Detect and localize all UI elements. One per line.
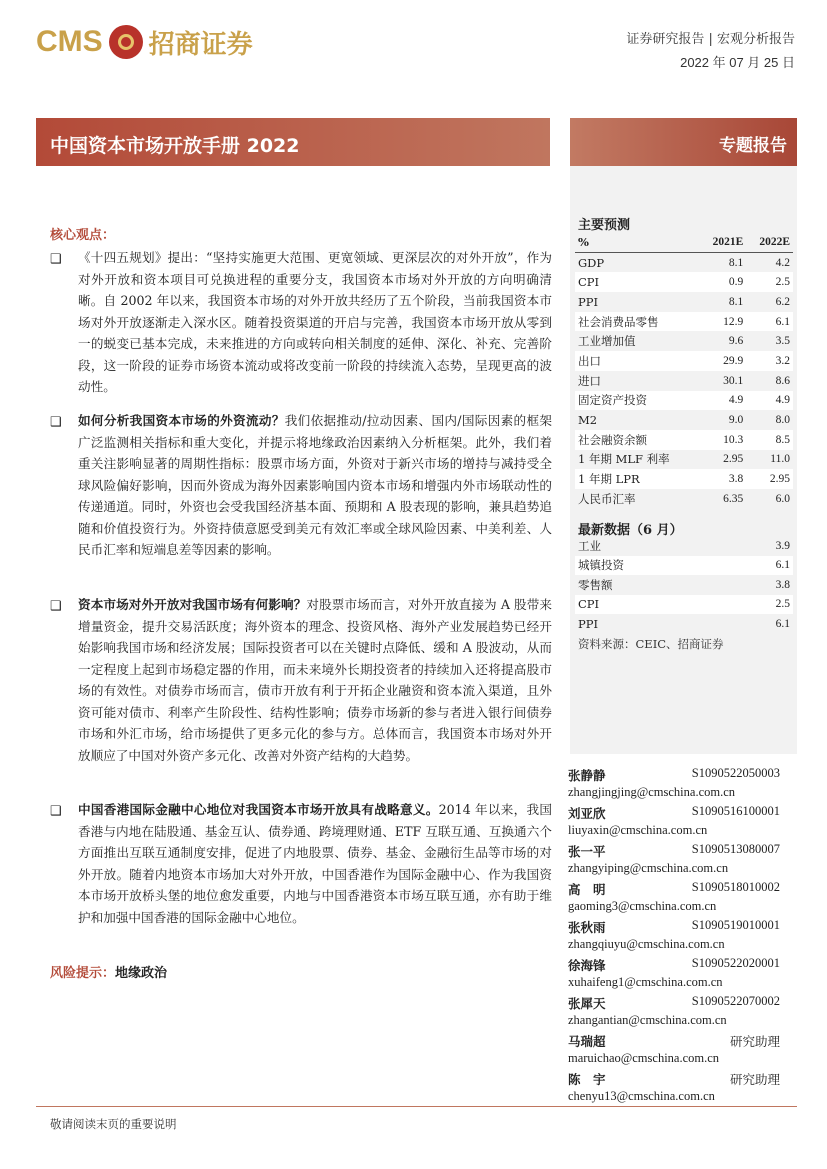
forecast-value: 8.5 [746,430,793,450]
analyst-row [568,766,780,785]
table-row [575,410,793,430]
forecast-value: 29.9 [700,351,747,371]
forecast-value: 8.1 [728,295,744,308]
special-report-bar [570,118,797,166]
analyst-email[interactable]: chenyu13@cmschina.com.cn [568,1089,715,1103]
table-row [575,450,793,470]
analyst-name: 马瑞超 [568,1034,606,1049]
analyst-id: S1090518010002 [691,880,780,894]
forecast-value: 4.9 [700,391,747,411]
forecast-value: 6.2 [775,295,790,308]
report-type: 证券研究报告 | 宏观分析报告 [626,32,795,47]
table-row [575,252,793,272]
forecast-value: 4.2 [775,256,790,269]
analyst-email[interactable]: zhangantian@cmschina.com.cn [568,1013,727,1027]
forecast-title: 主要预测 [578,218,631,233]
indicator-name: 工业增加值 [578,334,636,349]
header-cell: 2021E [700,232,747,252]
forecast-value: 3.8 [700,469,747,489]
bullet-icon: ❑ [50,599,62,614]
bullet-icon: ❑ [50,252,62,267]
forecast-value: 2.5 [746,272,793,292]
analyst-row [568,1070,780,1089]
forecast-value: 12.9 [700,312,747,332]
indicator-name: 社会消费品零售 [575,312,700,332]
indicator-name: 城镇投资 [575,556,732,576]
analyst-row [568,880,780,899]
indicator-name: PPI [578,616,599,631]
logo-mark-icon [109,25,143,59]
forecast-value: 2.95 [746,469,793,489]
table-row [575,575,793,595]
paragraph-4 [78,799,552,928]
forecast-value: 11.0 [770,453,790,466]
analyst-row [568,956,780,975]
table-row [575,272,793,292]
header-cell: % [575,232,700,252]
analyst-name: 高 明 [568,882,606,897]
table-row [575,489,793,509]
title-bar [36,118,550,166]
report-title: 中国资本市场开放手册 2022 [50,135,300,157]
latest-value: 2.5 [732,595,793,615]
indicator-name: 出口 [575,351,700,371]
analyst-row [568,918,780,937]
table-row [575,595,793,615]
bullet-icon: ❑ [50,415,62,430]
paragraph-3-heading: 资本市场对外开放对我国市场有何影响？ [78,597,307,612]
header-cell: 2022E [746,232,793,252]
risk-label: 风险提示： [50,966,116,981]
forecast-value: 9.6 [728,335,744,348]
analyst-email[interactable]: zhangjingjing@cmschina.com.cn [568,785,736,799]
forecast-value: 10.3 [700,430,747,450]
analyst-id: S1090522050003 [691,766,780,780]
risk-value: 地缘政治 [115,966,168,981]
analyst-id: S1090522070002 [691,994,780,1008]
table-row [575,469,793,489]
forecast-value: 6.0 [775,492,790,505]
analyst-name: 张犀天 [568,996,606,1011]
indicator-name: 社会融资余额 [575,430,700,450]
analyst-id: S1090513080007 [691,842,780,856]
table-row [575,292,793,312]
indicator-name: M2 [578,413,598,428]
indicator-name: GDP [578,255,605,270]
bullet-icon: ❑ [50,804,62,819]
analyst-email[interactable]: liuyaxin@cmschina.com.cn [568,823,708,837]
analyst-list [568,766,780,1108]
forecast-value: 0.9 [700,272,747,292]
latest-value: 6.1 [732,556,793,576]
analyst-id: S1090522020001 [691,956,780,970]
forecast-value: 8.1 [728,256,744,269]
forecast-value: 6.35 [723,492,744,505]
indicator-name: 零售额 [578,577,613,592]
analyst-name: 张秋雨 [568,920,606,935]
paragraph-1-text: 《十四五规划》提出：“坚持实施更大范围、更宽领域、更深层次的对外开放”，作为对外开放和资本项目可兑换进程的重要分支，我国资本市场对外开放的方向明确清晰。自 2002 年以来，我国资本市场的对外开放共经历了五个阶段，当前我国资本市场对外开放逐渐走入深水区。随着投资渠道的开启与完善，我国资本市场开放从零到一的蜕变已基本完成，未来推进的方向或转向相关制度的延伸、深化、补充、完善阶段，这一阶段的证券市场资本流动或将改变前一阶段的持续流入态势，呈现更高的波动性。 [78,250,552,394]
table-row [575,556,793,576]
forecast-value: 3.2 [746,351,793,371]
analyst-row [568,842,780,861]
special-report-label: 专题报告 [719,136,787,156]
latest-value: 6.1 [775,617,790,630]
forecast-value: 8.0 [775,414,790,427]
table-row [575,312,793,332]
indicator-name: 1 年期 MLF 利率 [578,452,670,467]
table-row [575,331,793,351]
latest-value: 3.8 [775,578,790,591]
analyst-email[interactable]: gaoming3@cmschina.com.cn [568,899,717,913]
indicator-name: 1 年期 LPR [575,469,700,489]
table-row [575,371,793,391]
analyst-name: 张静静 [568,768,606,783]
analyst-row [568,1032,780,1051]
table-header-row [575,232,793,252]
indicator-name: 工业 [578,538,601,553]
indicator-name: CPI [575,595,732,615]
analyst-name: 刘亚欣 [568,806,606,821]
paragraph-4-heading: 中国香港国际金融中心地位对我国资本市场开放具有战略意义。 [78,802,439,817]
footer-divider [36,1106,797,1107]
company-logo [36,22,253,62]
forecast-value: 30.1 [723,374,744,387]
analyst-email[interactable]: xuhaifeng1@cmschina.com.cn [568,975,723,989]
indicator-name: PPI [578,294,599,309]
latest-data-title: 最新数据（6 月） [578,523,683,538]
analyst-name: 张一平 [568,844,606,859]
paragraph-2-heading: 如何分析我国资本市场的外资流动？ [78,413,285,428]
forecast-value: 8.6 [775,374,790,387]
page-header [0,0,827,88]
table-row [575,536,793,556]
paragraph-2 [78,410,552,561]
forecast-table [575,232,793,509]
forecast-value: 2.95 [723,453,744,466]
core-views-label: 核心观点： [50,228,116,243]
indicator-name: CPI [575,272,700,292]
paragraph-3-text: 对股票市场而言，对外开放直接为 A 股带来增量资金，提升交易活跃度；海外资本的理念、投资风格、海外产业发展趋势已经开始影响我国市场和经济发展；国际投资者可以在关键时点降低、缓和 A 股波动，从而一定程度上起到市场稳定器的作用，而未来境外长期投资者的持续加入还将提高股市场的有效性。对债券市场而言，债市开放有利于开拓企业融资和资本流入渠道，且外资可能对债市、利率产生阶段性、结构性影响；债券市场新的参与者进入银行间债券市场和外汇市场，给市场提供了更多元化的参与方。总体而言，我国资本市场对外开放顺应了中国对外资产多元化、改善对外资产结构的大趋势。 [78,597,553,763]
analyst-email[interactable]: zhangyiping@cmschina.com.cn [568,861,729,875]
analyst-id: 研究助理 [729,1073,780,1087]
analyst-row [568,994,780,1013]
table-row [575,351,793,371]
analyst-email[interactable]: zhangqiuyu@cmschina.com.cn [568,937,725,951]
indicator-name: 人民币汇率 [578,491,636,506]
analyst-id: 研究助理 [729,1035,780,1049]
footer-note: 敬请阅读末页的重要说明 [50,1117,177,1131]
analyst-name: 徐海锋 [568,958,606,973]
forecast-value: 9.0 [728,414,744,427]
logo-cms-text: CMS [36,25,103,58]
forecast-value: 4.9 [746,391,793,411]
forecast-value: 6.1 [746,312,793,332]
latest-value: 3.9 [775,539,790,552]
analyst-email[interactable]: maruichao@cmschina.com.cn [568,1051,720,1065]
table-row [575,430,793,450]
logo-cn-text: 招商证券 [148,29,253,60]
table-row [575,391,793,411]
analyst-id: S1090519010001 [691,918,780,932]
forecast-value: 3.5 [775,335,790,348]
report-date: 2022 年 07 月 25 日 [680,55,795,70]
paragraph-3 [78,594,552,766]
analyst-row [568,804,780,823]
analyst-id: S1090516100001 [691,804,780,818]
paragraph-2-text: 我们依据推动/拉动因素、国内/国际因素的框架广泛监测相关指标和重大变化，并提示将地缘政治因素纳入分析框架。此外，我们着重关注影响显著的周期性指标：股票市场方面，外资对于新兴市场的增持与减持受全球风险偏好影响，因而外资成为海外因素影响国内资本市场和增强内外市场联动性的传递通道。同时，外资也会受我国经济基本面、预期和 A 股表现的影响，兼具趋势追随和价值投资行为。外资持债意愿受到美元有效汇率或全球风险因素、中美利差、人民币汇率和短端息差等因素的影响。 [78,413,552,557]
paragraph-1 [78,247,552,398]
indicator-name: 进口 [578,373,601,388]
table-row [575,614,793,634]
indicator-name: 固定资产投资 [575,391,700,411]
latest-data-table [575,536,793,634]
analyst-name: 陈 宇 [568,1072,606,1087]
paragraph-4-text: 2014 年以来，我国香港与内地在陆股通、基金互认、债券通、跨境理财通、ETF 互联互通、互换通六个方面推出互联互通制度安排，促进了内地股票、债券、基金、金融衍生品等市场的对外开放。随着内地资本市场加大对外开放，中国香港作为国际金融中心、作为我国资本市场开放桥头堡的地位愈发重要，内地与中国香港资本市场互联互通，亦有助于维护和加强中国香港的国际金融中心地位。 [78,802,552,925]
data-source: 资料来源：CEIC、招商证券 [578,637,724,651]
risk-warning [50,962,167,981]
